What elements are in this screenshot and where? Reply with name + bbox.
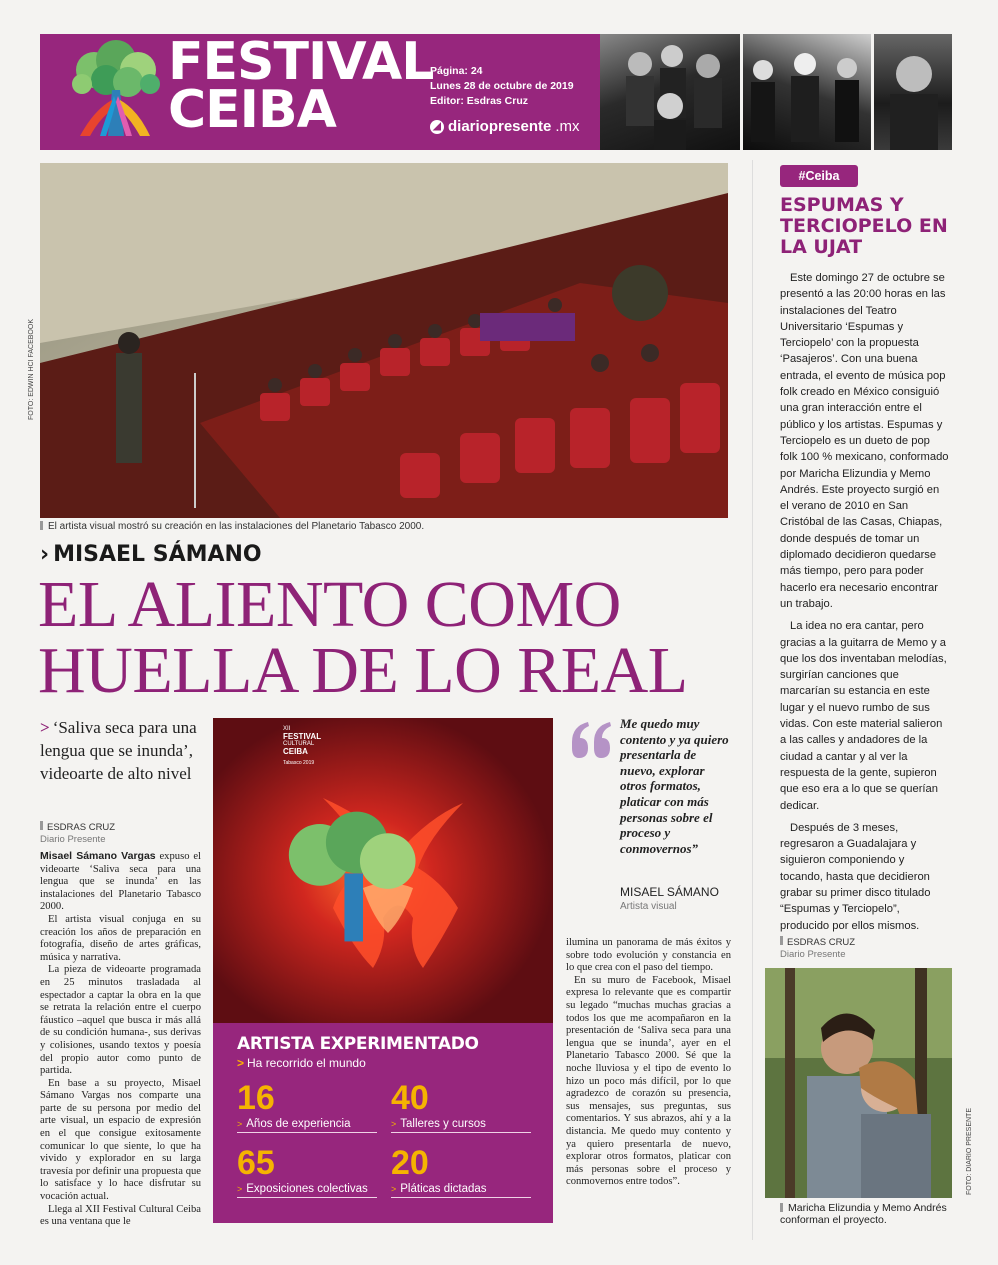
mini-logo-subtitle: Tabasco 2019 (283, 760, 315, 766)
stat-chevron-icon: > (237, 1184, 243, 1194)
infobox-subtitle: > Ha recorrido el mundo (237, 1056, 366, 1070)
mini-logo-xii: XII (283, 726, 291, 732)
article-subhead (40, 716, 200, 785)
band-photo-2 (743, 34, 871, 150)
subtitle-chevron-icon: > (237, 1056, 245, 1070)
article-paragraph: En su muro de Facebook, Misael expresa lo relevante que es compartir su legado “muchas muchas gracias a todos los que me acompañaron en la presentación de ‘Saliva seca para una lengua que se inunda’, ayer en el Planetario Tabasco 2000. Sé que la noche lluviosa y el tipo de evento lo hizo un poco más difícil, por lo que agradezco de corazón su presencia, sus mensajes, sus preguntas, sus comentarios. Y sus abrazos, ahí y a la distancia. Me quedo muy contento y ya quiero presentarla de nuevo, explorar otros formatos, platicar con más personas sobre el proceso y conmovernos entre todos”. (566, 974, 731, 1188)
stat-number: 20 (391, 1144, 429, 1182)
festival-title-line1: FESTIVAL (168, 32, 434, 92)
festival-title-line2: CEIBA (168, 80, 336, 140)
page-header (40, 34, 600, 150)
article-paragraph: El artista visual conjuga en su creación los años de preparación en fotografía, diseño de artes gráficas, música y narrativa. (40, 913, 201, 963)
sidebar-byline (780, 936, 855, 961)
byline-bar-icon (40, 821, 43, 830)
pull-quote-role: Artista visual (620, 901, 677, 912)
sidebar-title: ESPUMAS Y TERCIOPELO EN LA UJAT (780, 194, 948, 258)
pull-quote-text: Me quedo muy contento y ya quiero presentarla de nuevo, explorar otros formatos, platicar con más personas sobre el proceso y conmovernos” (620, 716, 729, 856)
byline-bar-icon (780, 936, 783, 945)
article-column-right (566, 937, 731, 1189)
sidebar-divider (752, 160, 753, 1240)
stat-number: 65 (237, 1144, 275, 1182)
stat-item (391, 1145, 531, 1198)
main-photo-caption: El artista visual mostró su creación en las instalaciones del Planetario Tabasco 2000. (40, 521, 424, 532)
planetarium-photo (40, 163, 728, 518)
mini-logo-text: FESTIVAL CULTURAL CEIBA (283, 732, 322, 756)
stat-number: 40 (391, 1079, 429, 1117)
sidebar-paragraph: Después de 3 meses, regresaron a Guadalajara y siguieron componiendo y tocando, hasta que decidieron grabar su primer disco titulado “Espumas y Terciopelo”, producido por ellos mismos. (780, 821, 931, 932)
brand-logo (430, 118, 580, 135)
subhead-chevron-icon: > (40, 718, 50, 737)
stat-item (391, 1080, 531, 1133)
duo-photo-credit: FOTO: DIARIO PRESENTE (966, 1108, 973, 1195)
article-kicker (40, 542, 262, 567)
subhead-text: ‘Saliva seca para una lengua que se inunda’, videoarte de alto nivel (40, 718, 197, 783)
duo-photo (765, 968, 952, 1198)
article-paragraph: ilumina un panorama de más éxitos y sobre todo evolución y constancia en lo que crea con el paso del tiempo. (566, 937, 731, 974)
sidebar-paragraph: Este domingo 27 de octubre se presentó a las 20:00 horas en las instalaciones del Teatro Universitario ‘Espumas y Terciopelo’ con la propuesta ‘Pasajeros’. Con una buena entrada, el evento de música pop folk creado en México consiguió una gran interacción entre el público y los artistas. Espumas y Terciopelo es un dueto de pop folk 100 % mexicano, conformado por Maricha Elizundia y Memo Andrés. Este proyecto surgió en el verano de 2010 en San Cristóbal de las Casas, Chiapas, donde después de tomar un diplomado decidieron quedarse más tiempo, pero para poder hacerlo era necesario encontrar un trabajo. (780, 272, 949, 610)
pull-quote-author: MISAEL SÁMANO (620, 885, 719, 899)
stat-chevron-icon: > (391, 1184, 397, 1194)
stat-label: > Talleres y cursos (391, 1118, 531, 1133)
sidebar-paragraph: La idea no era cantar, pero gracias a la guitarra de Memo y a que los dos inventaban melodías, surgirían canciones que marcarían su estancia en este lugar y el nuevo rumbo de sus vidas. Con este material salieron a las calles y andadores de la ciudad a cantar y al ver la respuesta de la gente, supieron que eso era a lo que se querían dedicar. (780, 620, 947, 812)
lead-name: Misael Sámano Vargas (40, 850, 156, 862)
page-editor: Editor: Esdras Cruz (430, 95, 529, 107)
stat-item (237, 1145, 377, 1198)
byline-outlet: Diario Presente (40, 834, 106, 845)
videoart-still (213, 718, 553, 1023)
brand-domain: .mx (555, 118, 580, 135)
hashtag-badge: #Ceiba (780, 165, 858, 187)
brand-icon: ◢ (430, 120, 444, 134)
stat-chevron-icon: > (391, 1119, 397, 1129)
main-photo-credit: FOTO: EDWIN HCI FACEBOOK (28, 319, 35, 420)
kicker-text: MISAEL SÁMANO (53, 542, 262, 567)
article-paragraph: En base a su proyecto, Misael Sámano Vargas nos comparte una parte de su persona por medio del arte visual, un espacio de expresión en el que consigue exitosamente comunicar lo que siente, lo que ha vivido y explorador en su larga travesía por definir una propuesta que lo satisface y lo hace disfrutar su vocación actual. (40, 1077, 201, 1203)
article-paragraph: La pieza de videoarte programada en 25 minutos trasladada al espectador a captar la obra en la que se retrata la relación entre el cuerpo fáustico –aquel que busca ir más allá de su condición humana-, sus derivas y colisiones, usando textos y poesía del propio autor como punto de partida. (40, 964, 201, 1077)
sidebar-body (780, 270, 950, 940)
stat-label: > Exposiciones colectivas (237, 1183, 377, 1198)
ceiba-tree-logo (54, 40, 172, 144)
festival-title (168, 32, 434, 140)
sidebar-byline-outlet: Diario Presente (780, 949, 846, 960)
band-photo-1 (600, 34, 740, 150)
brand-name: diariopresente (448, 118, 552, 135)
byline-author: ESDRAS CRUZ (47, 822, 116, 833)
festival-mini-logo (227, 724, 553, 1023)
page-number: Página: 24 (430, 65, 483, 77)
quote-icon (568, 720, 616, 760)
article-headline: EL ALIENTO COMO HUELLA DE LO REAL (38, 568, 688, 707)
article-paragraph: Llega al XII Festival Cultural Ceiba es una ventana que le (40, 1203, 201, 1228)
stat-label: > Años de experiencia (237, 1118, 377, 1133)
stat-item (237, 1080, 377, 1133)
infobox-title: ARTISTA EXPERIMENTADO (237, 1034, 479, 1054)
stat-number: 16 (237, 1079, 275, 1117)
page-meta (430, 64, 574, 109)
sidebar-byline-author: ESDRAS CRUZ (787, 937, 856, 948)
article-column-left (40, 850, 201, 1229)
duo-photo-caption: Maricha Elizundia y Memo Andrés conforman el proyecto. (780, 1202, 950, 1226)
article-paragraph: Misael Sámano Vargas expuso el videoarte ‘Saliva seca para una lengua que se inunda’ en las instalaciones del Planetario Tabasco 2000. (40, 850, 201, 913)
kicker-chevron-icon: › (40, 542, 50, 567)
stat-label: > Pláticas dictadas (391, 1183, 531, 1198)
artist-infobox (213, 718, 553, 1223)
band-photo-strip (600, 34, 952, 150)
stat-chevron-icon: > (237, 1119, 243, 1129)
band-photo-3 (874, 34, 952, 150)
page-date: Lunes 28 de octubre de 2019 (430, 80, 574, 92)
article-byline (40, 821, 115, 846)
